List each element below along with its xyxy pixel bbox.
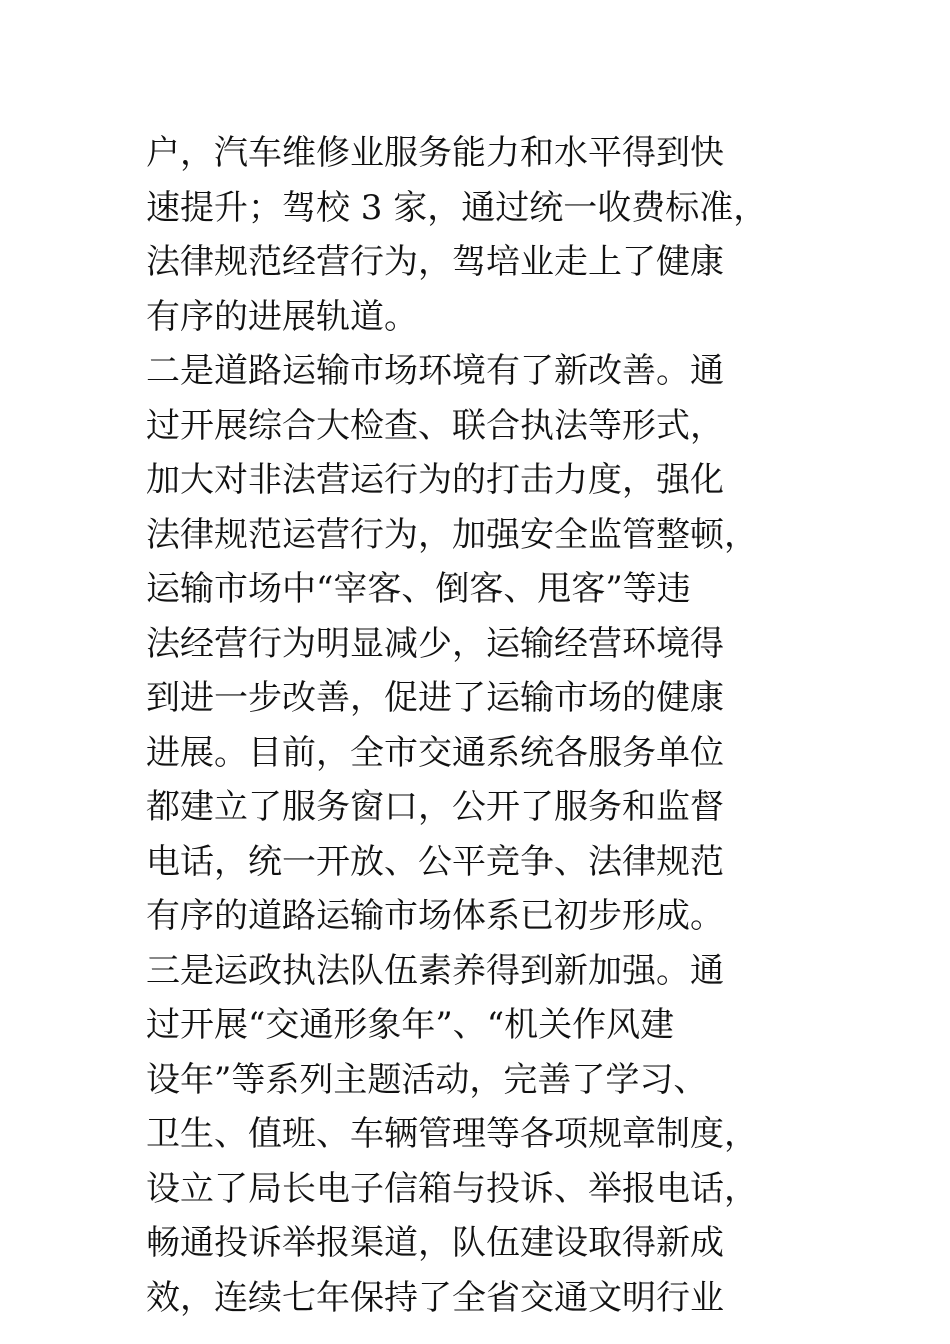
text-line: 速提升；驾校 3 家，通过统一收费标准， [146, 187, 768, 228]
text-line: 都建立了服务窗口，公开了服务和监督 [146, 787, 724, 827]
text-line: 卫生、值班、车辆管理等各项规章制度， [146, 1114, 758, 1154]
text-line: 运输市场中“宰客、倒客、甩客”等违 [146, 569, 691, 609]
text-line: 户，汽车维修业服务能力和水平得到快 [146, 133, 724, 173]
text-line: 过开展“交通形象年”、“机关作风建 [146, 1005, 675, 1045]
text-line: 过开展综合大检查、联合执法等形式， [146, 405, 724, 446]
text-line: 效，连续七年保持了全省交通文明行业 [146, 1277, 724, 1318]
text-line: 二是道路运输市场环境有了新改善。通 [146, 351, 724, 391]
text-line: 加大对非法营运行为的打击力度，强化 [146, 460, 724, 500]
body-text [146, 126, 836, 1325]
text-line: 有序的道路运输市场体系已初步形成。 [146, 896, 724, 936]
text-line: 畅通投诉举报渠道，队伍建设取得新成 [146, 1223, 724, 1263]
text-line: 法律规范经营行为，驾培业走上了健康 [146, 242, 724, 282]
text-line: 电话，统一开放、公平竞争、法律规范 [146, 841, 724, 882]
text-line: 到进一步改善，促进了运输市场的健康 [146, 678, 724, 718]
text-line: 设年”等系列主题活动，完善了学习、 [146, 1059, 708, 1100]
text-line: 进展。目前，全市交通系统各服务单位 [146, 732, 724, 773]
text-line: 法律规范运营行为，加强安全监管整顿， [146, 514, 758, 555]
text-line: 法经营行为明显减少，运输经营环境得 [146, 623, 724, 664]
text-line: 设立了局长电子信箱与投诉、举报电话， [146, 1168, 758, 1209]
text-line: 三是运政执法队伍素养得到新加强。通 [146, 950, 724, 991]
text-line: 有序的进展轨道。 [146, 296, 418, 337]
